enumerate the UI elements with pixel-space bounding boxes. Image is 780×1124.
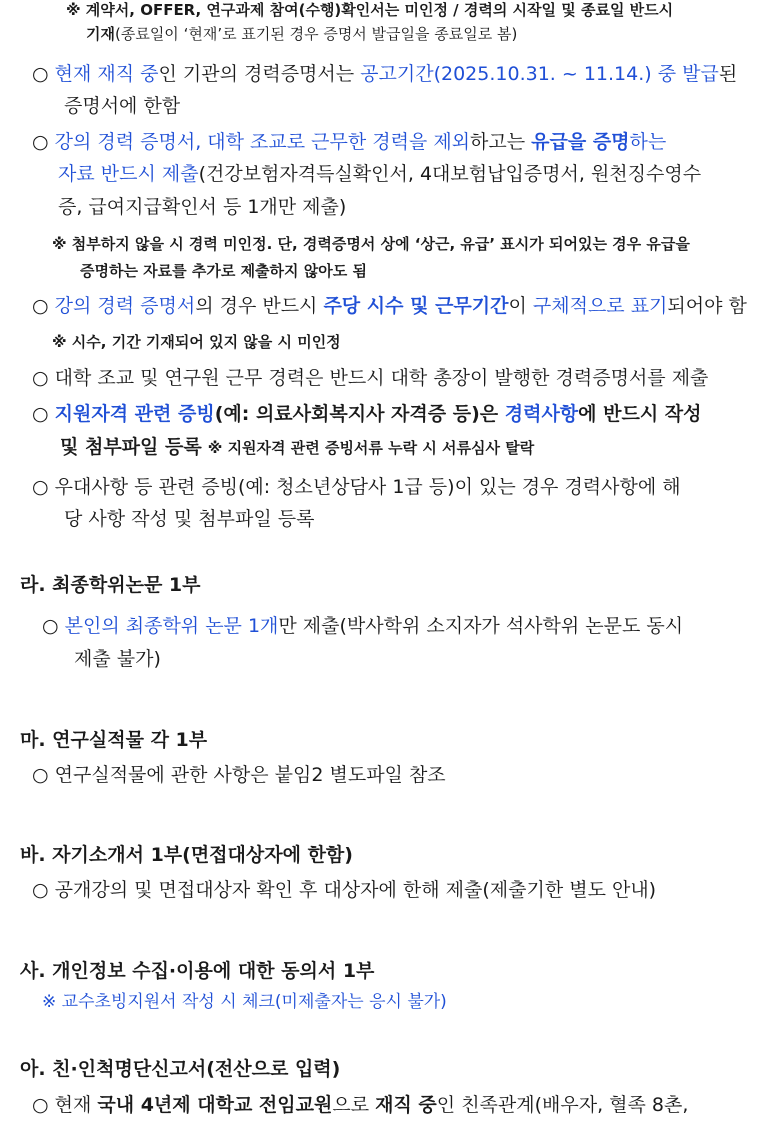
highlight-bold-text: 지원자격 관련 증빙 <box>54 403 215 425</box>
body-text: 공개강의 및 면접대상자 확인 후 대상자에 한해 제출(제출기한 별도 안내) <box>54 879 657 901</box>
list-item <box>42 614 683 638</box>
highlight-text: 공고기간(2025.10.31. ~ 11.14.) 중 발급 <box>360 63 719 85</box>
section-heading: 라. 최종학위논문 1부 <box>20 574 201 596</box>
body-text: 당 사항 작성 및 첨부파일 등록 <box>64 508 315 530</box>
bold-text: 국내 4년제 대학교 전임교원 <box>97 1094 333 1116</box>
list-item <box>32 475 681 499</box>
bold-text: 재직 중 <box>375 1094 437 1116</box>
body-text: 만 제출(박사학위 소지자가 석사학위 논문도 동시 <box>278 615 684 637</box>
highlight-text: 자료 반드시 제출 <box>58 163 199 185</box>
bold-text: (예: 의료사회복지사 자격증 등)은 <box>214 403 505 425</box>
body-text: 이 <box>508 295 533 317</box>
list-item <box>32 130 666 154</box>
body-text: 연구실적물에 관한 사항은 붙임2 별도파일 참조 <box>54 764 446 786</box>
section-heading: 아. 친·인척명단신고서(전산으로 입력) <box>20 1058 341 1080</box>
body-text: (건강보험자격득실확인서, 4대보험납입증명서, 원천징수영수 <box>198 163 702 185</box>
list-item <box>32 294 747 318</box>
bold-text: 및 첨부파일 등록 <box>60 436 202 458</box>
bullet-icon: ○ <box>32 63 49 85</box>
list-item <box>32 366 708 390</box>
highlight-text: 하는 <box>629 131 667 153</box>
note-line: ※ 첨부하지 않을 시 경력 미인정. 단, 경력증명서 상에 ‘상근, 유급’ 표시가 되어있는 경우 유급을 <box>52 235 690 253</box>
list-item <box>32 402 702 426</box>
bullet-icon: ○ <box>42 615 59 637</box>
bullet-icon: ○ <box>32 879 49 901</box>
section-heading: 바. 자기소개서 1부(면접대상자에 한함) <box>20 844 353 866</box>
body-text: 된 <box>718 63 738 85</box>
bullet-icon: ○ <box>32 367 49 389</box>
note-line: ※ 교수초빙지원서 작성 시 체크(미제출자는 응시 불가) <box>42 992 447 1012</box>
highlight-text: 본인의 최종학위 논문 1개 <box>64 615 279 637</box>
highlight-text: 현재 재직 중 <box>54 63 159 85</box>
bullet-icon: ○ <box>32 1094 49 1116</box>
note-line <box>86 24 517 44</box>
body-text: 우대사항 등 관련 증빙(예: 청소년상담사 1급 등)이 있는 경우 경력사항에 해 <box>54 476 681 498</box>
bullet-icon: ○ <box>32 476 49 498</box>
body-text: 현재 <box>54 1094 98 1116</box>
body-text: 제출 불가) <box>74 648 161 670</box>
bullet-icon: ○ <box>32 403 49 425</box>
note-text: (종료일이 ‘현재’로 표기된 경우 증명서 발급일을 종료일로 봄) <box>114 25 518 43</box>
note-inline: ※ 지원자격 관련 증빙서류 누락 시 서류심사 탈락 <box>207 439 535 457</box>
list-item <box>32 1093 688 1117</box>
body-text: 되어야 함 <box>667 295 747 317</box>
list-item <box>32 878 656 902</box>
list-item-continued <box>60 435 534 459</box>
body-text: 하고는 <box>470 131 532 153</box>
highlight-text: 구체적으로 표기 <box>532 295 668 317</box>
highlight-text: 강의 경력 증명서, 대학 조교로 근무한 경력을 제외 <box>54 131 471 153</box>
bullet-icon: ○ <box>32 295 49 317</box>
note-bold: 기재 <box>86 25 115 43</box>
highlight-text: 강의 경력 증명서 <box>54 295 196 317</box>
section-heading: 사. 개인정보 수집·이용에 대한 동의서 1부 <box>20 960 375 982</box>
body-text: 으로 <box>332 1094 376 1116</box>
bullet-icon: ○ <box>32 131 49 153</box>
body-text: 대학 조교 및 연구원 근무 경력은 반드시 대학 총장이 발행한 경력증명서를 제출 <box>54 367 709 389</box>
list-item <box>32 763 446 787</box>
note-line: ※ 시수, 기간 기재되어 있지 않을 시 미인정 <box>52 333 341 351</box>
bullet-icon: ○ <box>32 764 49 786</box>
bold-text: 에 반드시 작성 <box>578 403 702 425</box>
highlight-bold-text: 경력사항 <box>504 403 579 425</box>
list-item-continued <box>58 162 701 186</box>
highlight-bold-text: 유급을 증명 <box>531 131 630 153</box>
section-heading: 마. 연구실적물 각 1부 <box>20 729 208 751</box>
note-line: 증명하는 자료를 추가로 제출하지 않아도 됨 <box>80 262 367 280</box>
body-text: 증, 급여지급확인서 등 1개만 제출) <box>58 196 347 218</box>
body-text: 증명서에 한함 <box>64 95 181 117</box>
body-text: 의 경우 반드시 <box>195 295 324 317</box>
body-text: 인 기관의 경력증명서는 <box>158 63 361 85</box>
note-line: ※ 계약서, OFFER, 연구과제 참여(수행)확인서는 미인정 / 경력의 시작일 및 종료일 반드시 <box>66 1 674 19</box>
highlight-bold-text: 주당 시수 및 근무기간 <box>323 295 509 317</box>
body-text: 인 친족관계(배우자, 혈족 8촌, <box>436 1094 689 1116</box>
list-item <box>32 62 737 86</box>
